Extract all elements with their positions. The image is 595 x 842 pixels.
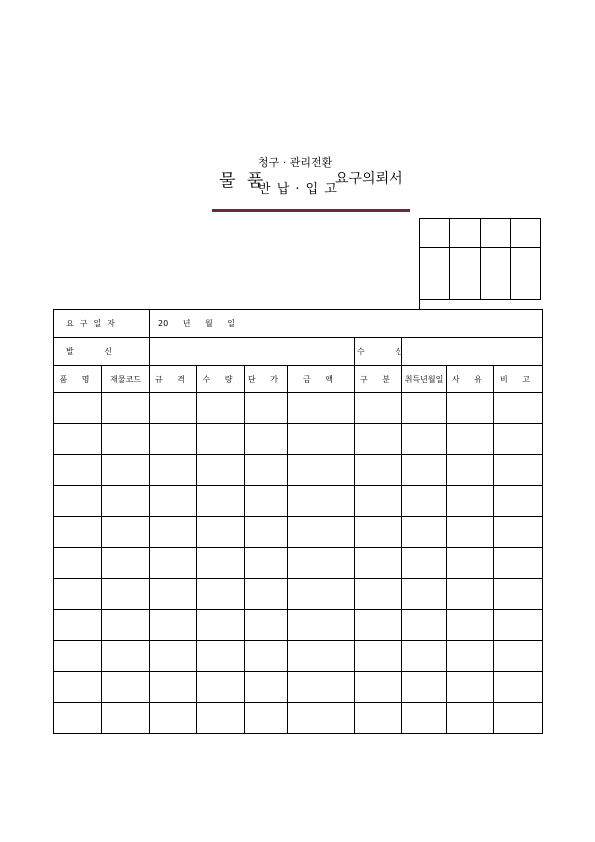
- table-cell[interactable]: [288, 393, 355, 424]
- col-header-acquisition-date: 취득년월일: [402, 366, 447, 393]
- table-cell[interactable]: [355, 517, 402, 548]
- table-row: [54, 703, 543, 734]
- table-row: [54, 455, 543, 486]
- table-cell[interactable]: [150, 579, 197, 610]
- table-cell[interactable]: [447, 672, 494, 703]
- table-cell[interactable]: [402, 517, 447, 548]
- item-rows: [54, 393, 543, 734]
- title-suffix: 요구의뢰서: [335, 171, 403, 187]
- receiver-label-cell: [355, 338, 418, 366]
- col-header-amount: 금 액: [288, 366, 355, 393]
- table-cell[interactable]: [54, 641, 102, 672]
- table-row: [54, 672, 543, 703]
- table-cell[interactable]: [355, 393, 402, 424]
- title-main: 물 품: [219, 171, 267, 191]
- table-cell[interactable]: [402, 579, 447, 610]
- col-header-item-code: 재물코드: [102, 366, 150, 393]
- table-cell[interactable]: [54, 393, 102, 424]
- table-row: [54, 517, 543, 548]
- table-cell[interactable]: [494, 703, 543, 734]
- table-row: [54, 610, 543, 641]
- table-cell[interactable]: [288, 610, 355, 641]
- approval-sign-cell[interactable]: [480, 248, 510, 300]
- table-cell[interactable]: [197, 579, 245, 610]
- table-cell[interactable]: [197, 455, 245, 486]
- table-cell[interactable]: [402, 455, 447, 486]
- title-underline: [212, 209, 410, 212]
- table-cell[interactable]: [245, 672, 288, 703]
- table-cell[interactable]: [447, 703, 494, 734]
- table-cell[interactable]: [447, 393, 494, 424]
- table-cell[interactable]: [447, 455, 494, 486]
- table-cell[interactable]: [447, 424, 494, 455]
- title-bottom-line: 반 납 · 입 고: [258, 182, 338, 197]
- table-cell[interactable]: [288, 517, 355, 548]
- sender-label: 발 신: [66, 347, 126, 356]
- table-cell[interactable]: [197, 672, 245, 703]
- table-cell[interactable]: [150, 424, 197, 455]
- table-cell[interactable]: [402, 610, 447, 641]
- table-cell[interactable]: [54, 424, 102, 455]
- approval-box: [419, 218, 541, 300]
- table-cell[interactable]: [54, 610, 102, 641]
- table-cell[interactable]: [54, 579, 102, 610]
- receiver-label: 수 신: [357, 347, 418, 356]
- table-cell[interactable]: [245, 455, 288, 486]
- table-cell[interactable]: [54, 517, 102, 548]
- table-cell[interactable]: [197, 548, 245, 579]
- table-cell[interactable]: [494, 641, 543, 672]
- approval-head-cell[interactable]: [420, 219, 450, 248]
- table-cell[interactable]: [245, 486, 288, 517]
- table-cell[interactable]: [402, 393, 447, 424]
- table-cell[interactable]: [494, 486, 543, 517]
- table-cell[interactable]: [494, 548, 543, 579]
- request-date-value-cell[interactable]: [150, 310, 543, 338]
- table-cell[interactable]: [54, 486, 102, 517]
- sender-field[interactable]: [150, 338, 355, 366]
- table-cell[interactable]: [102, 548, 150, 579]
- table-row: [54, 548, 543, 579]
- table-cell[interactable]: [288, 424, 355, 455]
- table-cell[interactable]: [197, 610, 245, 641]
- approval-divider: [419, 300, 420, 309]
- table-cell[interactable]: [402, 486, 447, 517]
- table-cell[interactable]: [355, 548, 402, 579]
- request-date-value: 20 년 월 일: [158, 319, 236, 328]
- table-cell[interactable]: [355, 641, 402, 672]
- table-cell[interactable]: [494, 393, 543, 424]
- table-cell[interactable]: [447, 517, 494, 548]
- table-cell[interactable]: [355, 455, 402, 486]
- table-row: [54, 641, 543, 672]
- table-cell[interactable]: [355, 424, 402, 455]
- col-header-remarks: 비 고: [494, 366, 543, 393]
- table-cell[interactable]: [197, 517, 245, 548]
- table-cell[interactable]: [288, 579, 355, 610]
- approval-sign-cell[interactable]: [450, 248, 480, 300]
- table-cell[interactable]: [447, 579, 494, 610]
- approval-head-cell[interactable]: [450, 219, 480, 248]
- table-cell[interactable]: [355, 610, 402, 641]
- table-cell[interactable]: [54, 703, 102, 734]
- table-cell[interactable]: [494, 672, 543, 703]
- col-header-category: 구 분: [355, 366, 402, 393]
- approval-head-cell[interactable]: [510, 219, 540, 248]
- table-cell[interactable]: [288, 641, 355, 672]
- table-cell[interactable]: [197, 424, 245, 455]
- title-top-line: 청구 · 관리전환: [258, 156, 333, 169]
- table-cell[interactable]: [150, 703, 197, 734]
- table-row: [54, 393, 543, 424]
- table-cell[interactable]: [102, 610, 150, 641]
- table-cell[interactable]: [494, 455, 543, 486]
- table-cell[interactable]: [150, 610, 197, 641]
- table-cell[interactable]: [288, 486, 355, 517]
- table-cell[interactable]: [245, 517, 288, 548]
- table-cell[interactable]: [197, 641, 245, 672]
- table-cell[interactable]: [54, 672, 102, 703]
- form-title: [210, 150, 410, 210]
- table-cell[interactable]: [402, 424, 447, 455]
- table-cell[interactable]: [245, 548, 288, 579]
- request-form-table: [53, 309, 543, 734]
- table-cell[interactable]: [245, 703, 288, 734]
- approval-sign-cell[interactable]: [510, 248, 540, 300]
- table-cell[interactable]: [245, 641, 288, 672]
- table-row: [54, 424, 543, 455]
- table-cell[interactable]: [150, 486, 197, 517]
- table-cell[interactable]: [150, 393, 197, 424]
- table-cell[interactable]: [402, 548, 447, 579]
- col-header-spec: 규 격: [150, 366, 197, 393]
- table-cell[interactable]: [494, 610, 543, 641]
- col-header-unit-price: 단 가: [245, 366, 288, 393]
- table-cell[interactable]: [447, 610, 494, 641]
- table-cell[interactable]: [494, 517, 543, 548]
- table-cell[interactable]: [494, 579, 543, 610]
- table-cell[interactable]: [245, 424, 288, 455]
- approval-head-cell[interactable]: [480, 219, 510, 248]
- table-cell[interactable]: [447, 548, 494, 579]
- table-cell[interactable]: [102, 424, 150, 455]
- table-cell[interactable]: [355, 579, 402, 610]
- table-cell[interactable]: [150, 455, 197, 486]
- table-cell[interactable]: [102, 393, 150, 424]
- table-cell[interactable]: [102, 455, 150, 486]
- approval-sign-cell[interactable]: [420, 248, 450, 300]
- table-cell[interactable]: [54, 455, 102, 486]
- table-cell[interactable]: [288, 455, 355, 486]
- table-cell[interactable]: [447, 486, 494, 517]
- table-cell[interactable]: [355, 486, 402, 517]
- table-cell[interactable]: [245, 393, 288, 424]
- table-cell[interactable]: [402, 641, 447, 672]
- table-cell[interactable]: [288, 703, 355, 734]
- table-cell[interactable]: [245, 579, 288, 610]
- table-cell[interactable]: [102, 672, 150, 703]
- table-cell[interactable]: [150, 548, 197, 579]
- table-cell[interactable]: [197, 393, 245, 424]
- col-header-quantity: 수 량: [197, 366, 245, 393]
- table-cell[interactable]: [288, 548, 355, 579]
- sender-label-cell: [54, 338, 150, 366]
- table-cell[interactable]: [102, 579, 150, 610]
- table-cell[interactable]: [150, 517, 197, 548]
- table-cell[interactable]: [402, 703, 447, 734]
- table-cell[interactable]: [54, 548, 102, 579]
- col-header-item-name: 품 명: [54, 366, 102, 393]
- receiver-field[interactable]: [402, 338, 543, 366]
- table-cell[interactable]: [355, 672, 402, 703]
- table-row: [54, 486, 543, 517]
- table-cell[interactable]: [197, 486, 245, 517]
- table-cell[interactable]: [102, 486, 150, 517]
- table-cell[interactable]: [447, 641, 494, 672]
- table-cell[interactable]: [102, 703, 150, 734]
- table-cell[interactable]: [245, 610, 288, 641]
- request-date-label: 요구일자: [66, 319, 121, 328]
- request-date-label-cell: [54, 310, 150, 338]
- table-cell[interactable]: [150, 641, 197, 672]
- table-cell[interactable]: [494, 424, 543, 455]
- table-cell[interactable]: [402, 672, 447, 703]
- table-cell[interactable]: [197, 703, 245, 734]
- table-cell[interactable]: [355, 703, 402, 734]
- table-cell[interactable]: [150, 672, 197, 703]
- col-header-reason: 사 유: [447, 366, 494, 393]
- table-cell[interactable]: [102, 641, 150, 672]
- table-row: [54, 579, 543, 610]
- table-cell[interactable]: [288, 672, 355, 703]
- table-cell[interactable]: [102, 517, 150, 548]
